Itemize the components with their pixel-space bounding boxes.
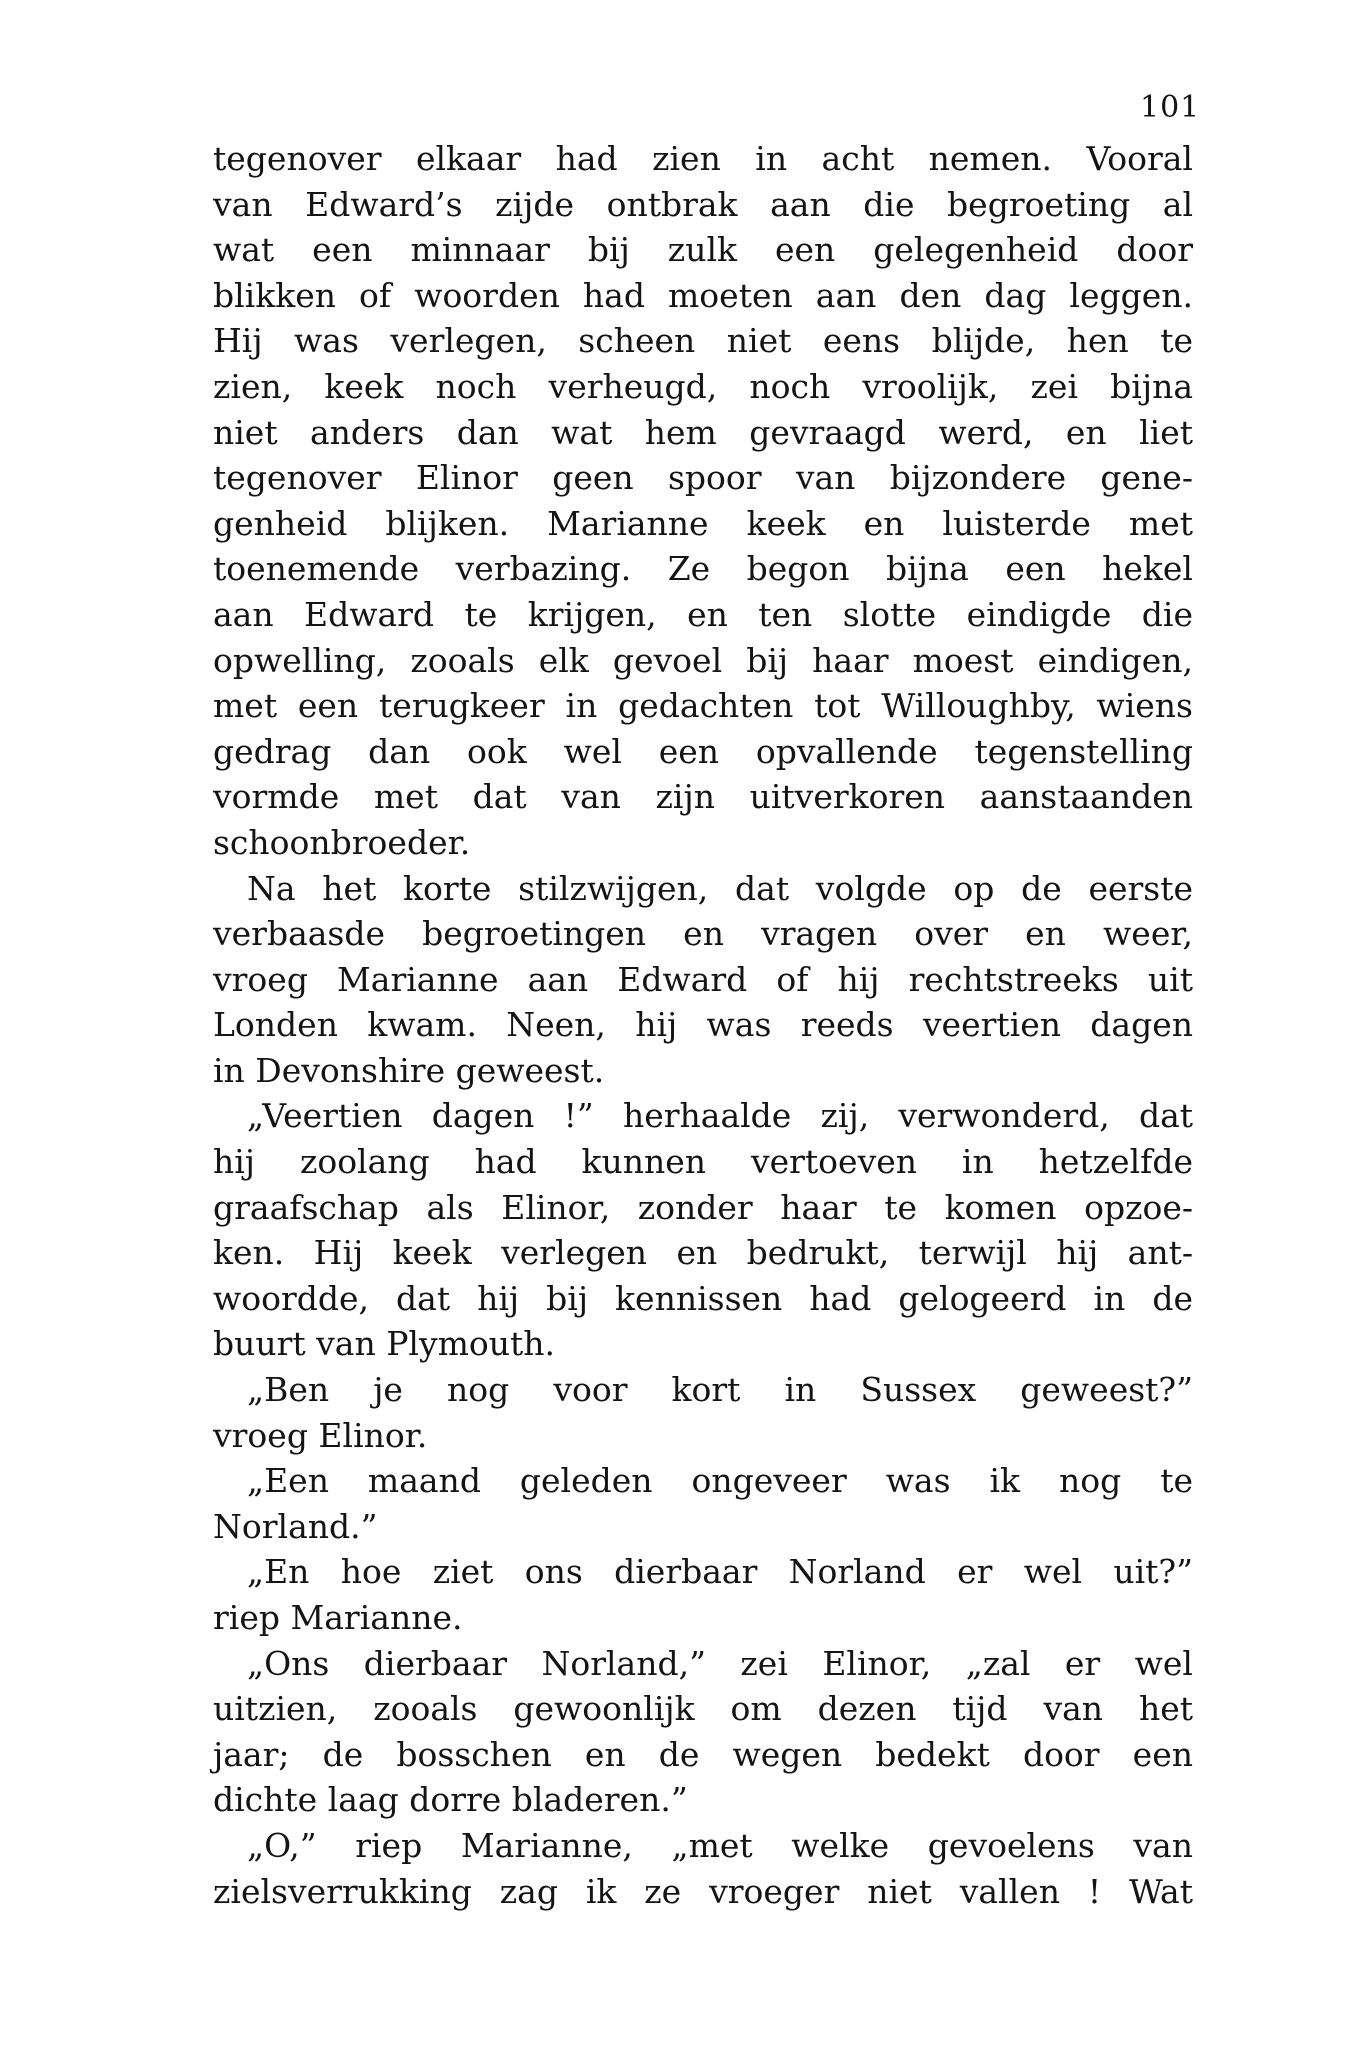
text-line: genheid blijken. Marianne keek en luisterde met (213, 503, 1193, 543)
text-line: wat een minnaar bij zulk een gelegenheid door (213, 230, 1193, 270)
text-line: in Devonshire geweest. (213, 1050, 605, 1090)
text-line: niet anders dan wat hem gevraagd werd, en liet (213, 412, 1193, 452)
body-text (213, 136, 1193, 1914)
text-line: toenemende verbazing. Ze begon bijna een hekel (213, 549, 1193, 589)
text-line: vroeg Elinor. (213, 1415, 428, 1455)
text-line: zielsverrukking zag ik ze vroeger niet vallen ! Wat (213, 1871, 1193, 1911)
text-line: „O,” riep Marianne, „met welke gevoelens van (247, 1825, 1193, 1865)
text-line: Na het korte stilzwijgen, dat volgde op de eerste (247, 868, 1193, 908)
text-line: „En hoe ziet ons dierbaar Norland er wel uit?” (247, 1552, 1193, 1592)
text-line: opwelling, zooals elk gevoel bij haar moest eindigen, (213, 640, 1193, 680)
text-line: uitzien, zooals gewoonlijk om dezen tijd van het (213, 1689, 1193, 1729)
text-line: schoonbroeder. (213, 822, 471, 862)
text-line: hij zoolang had kunnen vertoeven in hetzelfde (213, 1142, 1193, 1182)
text-line: graafschap als Elinor, zonder haar te komen opzoe- (213, 1187, 1193, 1227)
text-line: vroeg Marianne aan Edward of hij rechtstreeks uit (213, 959, 1193, 999)
text-line: verbaasde begroetingen en vragen over en weer, (213, 914, 1193, 954)
text-line: blikken of woorden had moeten aan den dag leggen. (213, 275, 1193, 315)
text-line: buurt van Plymouth. (213, 1324, 556, 1364)
text-line: woordde, dat hij bij kennissen had gelogeerd in de (213, 1278, 1193, 1318)
text-line: ken. Hij keek verlegen en bedrukt, terwijl hij ant- (213, 1233, 1193, 1273)
text-line: „Ben je nog voor kort in Sussex geweest?” (247, 1370, 1193, 1410)
text-line: aan Edward te krijgen, en ten slotte eindigde die (213, 594, 1193, 634)
text-line: tegenover elkaar had zien in acht nemen. Vooral (213, 139, 1193, 178)
text-line: Londen kwam. Neen, hij was reeds veertien dagen (213, 1005, 1193, 1045)
text-line: „Een maand geleden ongeveer was ik nog te (247, 1461, 1193, 1501)
text-line: Norland.” (213, 1506, 378, 1546)
text-line: dichte laag dorre bladeren.” (213, 1780, 688, 1820)
text-line: van Edward’s zijde ontbrak aan die begroeting al (213, 184, 1193, 224)
text-line: „Veertien dagen !” herhaalde zij, verwonderd, dat (247, 1096, 1193, 1136)
text-line: tegenover Elinor geen spoor van bijzondere gene- (213, 458, 1193, 498)
text-line: riep Marianne. (213, 1598, 463, 1637)
text-line: gedrag dan ook wel een opvallende tegenstelling (213, 731, 1193, 771)
text-line: „Ons dierbaar Norland,” zei Elinor, „zal er wel (247, 1643, 1193, 1683)
text-line: Hij was verlegen, scheen niet eens blijde, hen te (213, 321, 1193, 361)
text-line: met een terugkeer in gedachten tot Willoughby, wiens (213, 686, 1193, 726)
text-line: vormde met dat van zijn uitverkoren aanstaanden (213, 777, 1193, 817)
text-line: jaar; de bosschen en de wegen bedekt door een (213, 1734, 1193, 1774)
text-line: zien, keek noch verheugd, noch vroolijk, zei bijna (213, 366, 1193, 406)
page-number: 101 (1140, 90, 1201, 125)
